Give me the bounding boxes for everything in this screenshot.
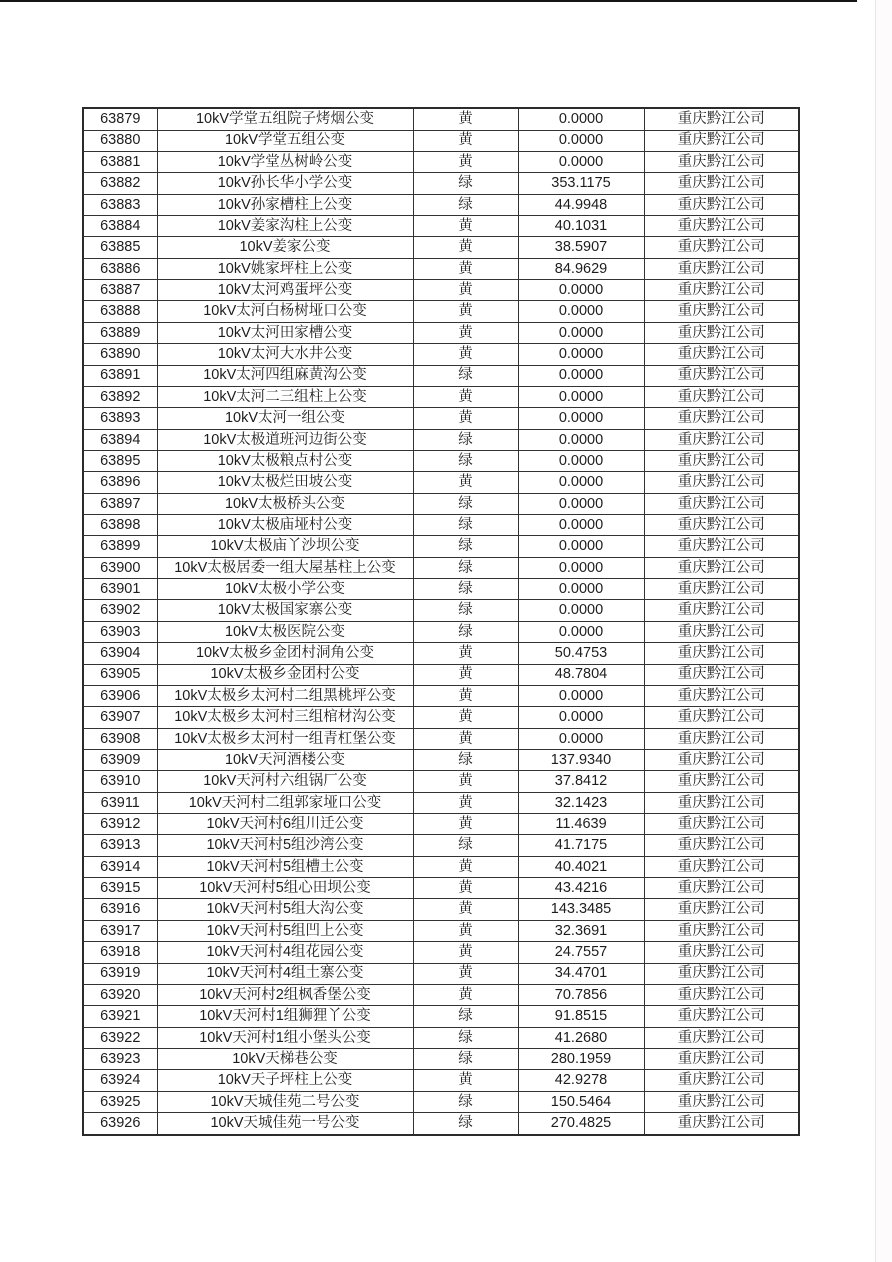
- cell-value: 11.4639: [518, 814, 644, 835]
- cell-company: 重庆黔江公司: [644, 814, 799, 835]
- cell-value: 0.0000: [518, 450, 644, 471]
- cell-id: 63881: [83, 151, 157, 172]
- cell-company: 重庆黔江公司: [644, 108, 799, 130]
- cell-company: 重庆黔江公司: [644, 173, 799, 194]
- table-row: [83, 344, 799, 365]
- cell-flag: 绿: [413, 429, 518, 450]
- cell-name: 10kV姜家公变: [157, 237, 413, 258]
- cell-flag: 黄: [413, 386, 518, 407]
- cell-value: 0.0000: [518, 579, 644, 600]
- cell-flag: 绿: [413, 1113, 518, 1135]
- table-row: [83, 322, 799, 343]
- cell-id: 63906: [83, 685, 157, 706]
- cell-flag: 绿: [413, 579, 518, 600]
- cell-flag: 绿: [413, 194, 518, 215]
- table-row: [83, 728, 799, 749]
- cell-value: 41.2680: [518, 1027, 644, 1048]
- cell-flag: 绿: [413, 1006, 518, 1027]
- cell-id: 63889: [83, 322, 157, 343]
- table-row: [83, 963, 799, 984]
- cell-value: 0.0000: [518, 344, 644, 365]
- cell-name: 10kV太极庙垭村公变: [157, 515, 413, 536]
- table-row: [83, 194, 799, 215]
- cell-name: 10kV太极乡金团村洞角公变: [157, 643, 413, 664]
- cell-flag: 黄: [413, 237, 518, 258]
- cell-name: 10kV天河村5组心田坝公变: [157, 878, 413, 899]
- cell-company: 重庆黔江公司: [644, 1049, 799, 1070]
- cell-id: 63925: [83, 1091, 157, 1112]
- cell-value: 0.0000: [518, 322, 644, 343]
- cell-company: 重庆黔江公司: [644, 643, 799, 664]
- cell-id: 63879: [83, 108, 157, 130]
- cell-value: 32.3691: [518, 920, 644, 941]
- cell-name: 10kV天河村5组大沟公变: [157, 899, 413, 920]
- cell-flag: 绿: [413, 450, 518, 471]
- cell-id: 63887: [83, 280, 157, 301]
- cell-name: 10kV天河村1组小堡头公变: [157, 1027, 413, 1048]
- table-row: [83, 814, 799, 835]
- table-row: [83, 472, 799, 493]
- cell-company: 重庆黔江公司: [644, 1027, 799, 1048]
- table-row: [83, 173, 799, 194]
- table-row: [83, 984, 799, 1005]
- cell-company: 重庆黔江公司: [644, 749, 799, 770]
- table-row: [83, 493, 799, 514]
- cell-value: 0.0000: [518, 386, 644, 407]
- cell-id: 63892: [83, 386, 157, 407]
- cell-value: 0.0000: [518, 707, 644, 728]
- table-row: [83, 557, 799, 578]
- table-row: [83, 408, 799, 429]
- table-row: [83, 579, 799, 600]
- cell-name: 10kV天河村4组花园公变: [157, 942, 413, 963]
- cell-value: 38.5907: [518, 237, 644, 258]
- cell-company: 重庆黔江公司: [644, 835, 799, 856]
- cell-company: 重庆黔江公司: [644, 472, 799, 493]
- cell-name: 10kV太极居委一组大屋基柱上公变: [157, 557, 413, 578]
- cell-company: 重庆黔江公司: [644, 194, 799, 215]
- cell-name: 10kV太极医院公变: [157, 621, 413, 642]
- cell-company: 重庆黔江公司: [644, 1070, 799, 1091]
- cell-name: 10kV太极乡太河村三组棺材沟公变: [157, 707, 413, 728]
- cell-value: 0.0000: [518, 728, 644, 749]
- cell-value: 43.4216: [518, 878, 644, 899]
- cell-company: 重庆黔江公司: [644, 258, 799, 279]
- cell-flag: 黄: [413, 258, 518, 279]
- cell-value: 50.4753: [518, 643, 644, 664]
- cell-flag: 黄: [413, 130, 518, 151]
- cell-name: 10kV太极小学公变: [157, 579, 413, 600]
- cell-name: 10kV太河鸡蛋坪公变: [157, 280, 413, 301]
- cell-name: 10kV太极乡太河村一组青杠堡公变: [157, 728, 413, 749]
- cell-flag: 绿: [413, 173, 518, 194]
- table-row: [83, 749, 799, 770]
- cell-company: 重庆黔江公司: [644, 408, 799, 429]
- cell-company: 重庆黔江公司: [644, 1091, 799, 1112]
- table-row: [83, 429, 799, 450]
- cell-id: 63899: [83, 536, 157, 557]
- cell-company: 重庆黔江公司: [644, 280, 799, 301]
- cell-company: 重庆黔江公司: [644, 1113, 799, 1135]
- table-row: [83, 899, 799, 920]
- cell-id: 63922: [83, 1027, 157, 1048]
- cell-id: 63908: [83, 728, 157, 749]
- cell-value: 37.8412: [518, 771, 644, 792]
- table-row: [83, 536, 799, 557]
- cell-id: 63910: [83, 771, 157, 792]
- cell-id: 63918: [83, 942, 157, 963]
- cell-name: 10kV学堂丛树岭公变: [157, 151, 413, 172]
- cell-company: 重庆黔江公司: [644, 536, 799, 557]
- cell-id: 63905: [83, 664, 157, 685]
- cell-flag: 黄: [413, 643, 518, 664]
- cell-id: 63902: [83, 600, 157, 621]
- table-row: [83, 621, 799, 642]
- right-edge-line: [875, 0, 876, 1262]
- cell-id: 63919: [83, 963, 157, 984]
- transformer-data-table: [82, 107, 800, 1136]
- cell-name: 10kV太河田家槽公变: [157, 322, 413, 343]
- cell-name: 10kV天河酒楼公变: [157, 749, 413, 770]
- table-row: [83, 237, 799, 258]
- cell-flag: 绿: [413, 365, 518, 386]
- table-row: [83, 215, 799, 236]
- cell-id: 63895: [83, 450, 157, 471]
- table-row: [83, 108, 799, 130]
- cell-name: 10kV太河四组麻黄沟公变: [157, 365, 413, 386]
- cell-id: 63924: [83, 1070, 157, 1091]
- cell-company: 重庆黔江公司: [644, 878, 799, 899]
- cell-id: 63915: [83, 878, 157, 899]
- cell-name: 10kV太极庙丫沙坝公变: [157, 536, 413, 557]
- cell-company: 重庆黔江公司: [644, 237, 799, 258]
- cell-flag: 黄: [413, 664, 518, 685]
- cell-value: 91.8515: [518, 1006, 644, 1027]
- cell-value: 280.1959: [518, 1049, 644, 1070]
- cell-flag: 黄: [413, 728, 518, 749]
- cell-flag: 黄: [413, 942, 518, 963]
- cell-value: 40.4021: [518, 856, 644, 877]
- cell-company: 重庆黔江公司: [644, 429, 799, 450]
- cell-value: 0.0000: [518, 600, 644, 621]
- cell-id: 63903: [83, 621, 157, 642]
- cell-id: 63909: [83, 749, 157, 770]
- cell-flag: 黄: [413, 984, 518, 1005]
- cell-flag: 黄: [413, 856, 518, 877]
- cell-company: 重庆黔江公司: [644, 685, 799, 706]
- cell-flag: 黄: [413, 322, 518, 343]
- cell-company: 重庆黔江公司: [644, 728, 799, 749]
- cell-company: 重庆黔江公司: [644, 151, 799, 172]
- table-row: [83, 685, 799, 706]
- table-row: [83, 1006, 799, 1027]
- cell-id: 63916: [83, 899, 157, 920]
- table-row: [83, 878, 799, 899]
- cell-name: 10kV太极桥头公变: [157, 493, 413, 514]
- cell-flag: 绿: [413, 493, 518, 514]
- cell-value: 0.0000: [518, 515, 644, 536]
- cell-value: 84.9629: [518, 258, 644, 279]
- cell-value: 143.3485: [518, 899, 644, 920]
- cell-name: 10kV天子坪柱上公变: [157, 1070, 413, 1091]
- cell-flag: 绿: [413, 515, 518, 536]
- cell-id: 63912: [83, 814, 157, 835]
- cell-name: 10kV孙长华小学公变: [157, 173, 413, 194]
- cell-id: 63884: [83, 215, 157, 236]
- cell-name: 10kV太极道班河边街公变: [157, 429, 413, 450]
- cell-name: 10kV天河村2组枫香堡公变: [157, 984, 413, 1005]
- cell-name: 10kV太极国家寨公变: [157, 600, 413, 621]
- cell-id: 63894: [83, 429, 157, 450]
- cell-value: 32.1423: [518, 792, 644, 813]
- cell-company: 重庆黔江公司: [644, 365, 799, 386]
- cell-value: 0.0000: [518, 365, 644, 386]
- cell-id: 63913: [83, 835, 157, 856]
- cell-flag: 黄: [413, 685, 518, 706]
- cell-value: 0.0000: [518, 493, 644, 514]
- cell-flag: 黄: [413, 963, 518, 984]
- cell-flag: 绿: [413, 835, 518, 856]
- cell-company: 重庆黔江公司: [644, 664, 799, 685]
- cell-flag: 黄: [413, 920, 518, 941]
- cell-id: 63926: [83, 1113, 157, 1135]
- table-row: [83, 301, 799, 322]
- cell-company: 重庆黔江公司: [644, 344, 799, 365]
- cell-name: 10kV姚家坪柱上公变: [157, 258, 413, 279]
- cell-flag: 黄: [413, 472, 518, 493]
- cell-name: 10kV太河大水井公变: [157, 344, 413, 365]
- table-row: [83, 707, 799, 728]
- cell-flag: 黄: [413, 707, 518, 728]
- cell-value: 41.7175: [518, 835, 644, 856]
- cell-name: 10kV太极烂田坡公变: [157, 472, 413, 493]
- cell-flag: 黄: [413, 280, 518, 301]
- cell-value: 137.9340: [518, 749, 644, 770]
- table-row: [83, 130, 799, 151]
- cell-name: 10kV天河村二组郭家垭口公变: [157, 792, 413, 813]
- cell-value: 44.9948: [518, 194, 644, 215]
- cell-company: 重庆黔江公司: [644, 920, 799, 941]
- cell-value: 0.0000: [518, 621, 644, 642]
- cell-company: 重庆黔江公司: [644, 792, 799, 813]
- cell-value: 34.4701: [518, 963, 644, 984]
- table-row: [83, 450, 799, 471]
- cell-company: 重庆黔江公司: [644, 771, 799, 792]
- cell-flag: 黄: [413, 108, 518, 130]
- cell-flag: 黄: [413, 215, 518, 236]
- cell-flag: 绿: [413, 1091, 518, 1112]
- cell-company: 重庆黔江公司: [644, 856, 799, 877]
- cell-value: 0.0000: [518, 536, 644, 557]
- cell-flag: 绿: [413, 1027, 518, 1048]
- cell-company: 重庆黔江公司: [644, 984, 799, 1005]
- cell-value: 0.0000: [518, 151, 644, 172]
- cell-flag: 黄: [413, 899, 518, 920]
- cell-name: 10kV姜家沟柱上公变: [157, 215, 413, 236]
- table-row: [83, 664, 799, 685]
- table-row: [83, 856, 799, 877]
- cell-company: 重庆黔江公司: [644, 515, 799, 536]
- cell-id: 63882: [83, 173, 157, 194]
- cell-name: 10kV孙家槽柱上公变: [157, 194, 413, 215]
- cell-value: 40.1031: [518, 215, 644, 236]
- cell-value: 70.7856: [518, 984, 644, 1005]
- cell-id: 63897: [83, 493, 157, 514]
- cell-id: 63917: [83, 920, 157, 941]
- cell-flag: 黄: [413, 408, 518, 429]
- table-row: [83, 386, 799, 407]
- cell-company: 重庆黔江公司: [644, 963, 799, 984]
- cell-value: 0.0000: [518, 429, 644, 450]
- cell-flag: 绿: [413, 1049, 518, 1070]
- cell-company: 重庆黔江公司: [644, 215, 799, 236]
- top-edge-bar: [0, 0, 857, 2]
- cell-name: 10kV天城佳苑一号公变: [157, 1113, 413, 1135]
- cell-flag: 黄: [413, 1070, 518, 1091]
- cell-name: 10kV学堂五组公变: [157, 130, 413, 151]
- cell-flag: 黄: [413, 814, 518, 835]
- cell-name: 10kV太极乡金团村公变: [157, 664, 413, 685]
- table-row: [83, 365, 799, 386]
- cell-name: 10kV太河二三组柱上公变: [157, 386, 413, 407]
- cell-name: 10kV天河村5组沙湾公变: [157, 835, 413, 856]
- table-row: [83, 280, 799, 301]
- cell-id: 63904: [83, 643, 157, 664]
- table-row: [83, 1070, 799, 1091]
- cell-company: 重庆黔江公司: [644, 579, 799, 600]
- cell-name: 10kV太极乡太河村二组黑桃坪公变: [157, 685, 413, 706]
- cell-name: 10kV太河一组公变: [157, 408, 413, 429]
- cell-id: 63883: [83, 194, 157, 215]
- cell-flag: 绿: [413, 621, 518, 642]
- cell-value: 48.7804: [518, 664, 644, 685]
- table-row: [83, 942, 799, 963]
- cell-company: 重庆黔江公司: [644, 301, 799, 322]
- table-row: [83, 515, 799, 536]
- cell-value: 270.4825: [518, 1113, 644, 1135]
- cell-id: 63920: [83, 984, 157, 1005]
- cell-id: 63885: [83, 237, 157, 258]
- cell-company: 重庆黔江公司: [644, 1006, 799, 1027]
- cell-value: 42.9278: [518, 1070, 644, 1091]
- cell-id: 63921: [83, 1006, 157, 1027]
- cell-company: 重庆黔江公司: [644, 450, 799, 471]
- cell-value: 0.0000: [518, 130, 644, 151]
- cell-company: 重庆黔江公司: [644, 707, 799, 728]
- cell-value: 150.5464: [518, 1091, 644, 1112]
- table-body: [83, 108, 799, 1135]
- cell-flag: 绿: [413, 536, 518, 557]
- cell-company: 重庆黔江公司: [644, 600, 799, 621]
- cell-company: 重庆黔江公司: [644, 621, 799, 642]
- cell-flag: 黄: [413, 151, 518, 172]
- table-row: [83, 835, 799, 856]
- cell-name: 10kV学堂五组院子烤烟公变: [157, 108, 413, 130]
- table-row: [83, 1027, 799, 1048]
- cell-id: 63898: [83, 515, 157, 536]
- cell-id: 63923: [83, 1049, 157, 1070]
- cell-id: 63896: [83, 472, 157, 493]
- cell-id: 63880: [83, 130, 157, 151]
- cell-id: 63891: [83, 365, 157, 386]
- cell-name: 10kV太河白杨树垭口公变: [157, 301, 413, 322]
- cell-id: 63886: [83, 258, 157, 279]
- table-row: [83, 258, 799, 279]
- table-row: [83, 1091, 799, 1112]
- cell-id: 63900: [83, 557, 157, 578]
- table-row: [83, 771, 799, 792]
- cell-value: 0.0000: [518, 108, 644, 130]
- right-edge-margin: [876, 0, 892, 1262]
- cell-flag: 绿: [413, 749, 518, 770]
- cell-value: 24.7557: [518, 942, 644, 963]
- cell-value: 353.1175: [518, 173, 644, 194]
- cell-name: 10kV天河村1组狮狸丫公变: [157, 1006, 413, 1027]
- cell-name: 10kV太极粮点村公变: [157, 450, 413, 471]
- cell-company: 重庆黔江公司: [644, 322, 799, 343]
- cell-flag: 黄: [413, 771, 518, 792]
- table-row: [83, 151, 799, 172]
- cell-id: 63893: [83, 408, 157, 429]
- cell-name: 10kV天河村6组川迁公变: [157, 814, 413, 835]
- cell-value: 0.0000: [518, 280, 644, 301]
- table-row: [83, 600, 799, 621]
- cell-company: 重庆黔江公司: [644, 942, 799, 963]
- cell-name: 10kV天梯巷公变: [157, 1049, 413, 1070]
- cell-flag: 黄: [413, 301, 518, 322]
- cell-flag: 黄: [413, 792, 518, 813]
- cell-value: 0.0000: [518, 301, 644, 322]
- cell-id: 63911: [83, 792, 157, 813]
- cell-company: 重庆黔江公司: [644, 493, 799, 514]
- cell-flag: 绿: [413, 600, 518, 621]
- table-row: [83, 920, 799, 941]
- cell-id: 63914: [83, 856, 157, 877]
- cell-flag: 绿: [413, 557, 518, 578]
- cell-company: 重庆黔江公司: [644, 130, 799, 151]
- cell-id: 63901: [83, 579, 157, 600]
- cell-id: 63888: [83, 301, 157, 322]
- table-row: [83, 792, 799, 813]
- table-row: [83, 643, 799, 664]
- cell-id: 63890: [83, 344, 157, 365]
- cell-name: 10kV天河村5组槽土公变: [157, 856, 413, 877]
- cell-company: 重庆黔江公司: [644, 557, 799, 578]
- table-row: [83, 1049, 799, 1070]
- cell-id: 63907: [83, 707, 157, 728]
- table-row: [83, 1113, 799, 1135]
- cell-name: 10kV天河村六组锅厂公变: [157, 771, 413, 792]
- cell-company: 重庆黔江公司: [644, 899, 799, 920]
- cell-value: 0.0000: [518, 408, 644, 429]
- cell-company: 重庆黔江公司: [644, 386, 799, 407]
- cell-value: 0.0000: [518, 685, 644, 706]
- cell-flag: 黄: [413, 344, 518, 365]
- cell-value: 0.0000: [518, 472, 644, 493]
- cell-value: 0.0000: [518, 557, 644, 578]
- cell-name: 10kV天河村5组凹上公变: [157, 920, 413, 941]
- cell-name: 10kV天河村4组土寨公变: [157, 963, 413, 984]
- cell-flag: 黄: [413, 878, 518, 899]
- cell-name: 10kV天城佳苑二号公变: [157, 1091, 413, 1112]
